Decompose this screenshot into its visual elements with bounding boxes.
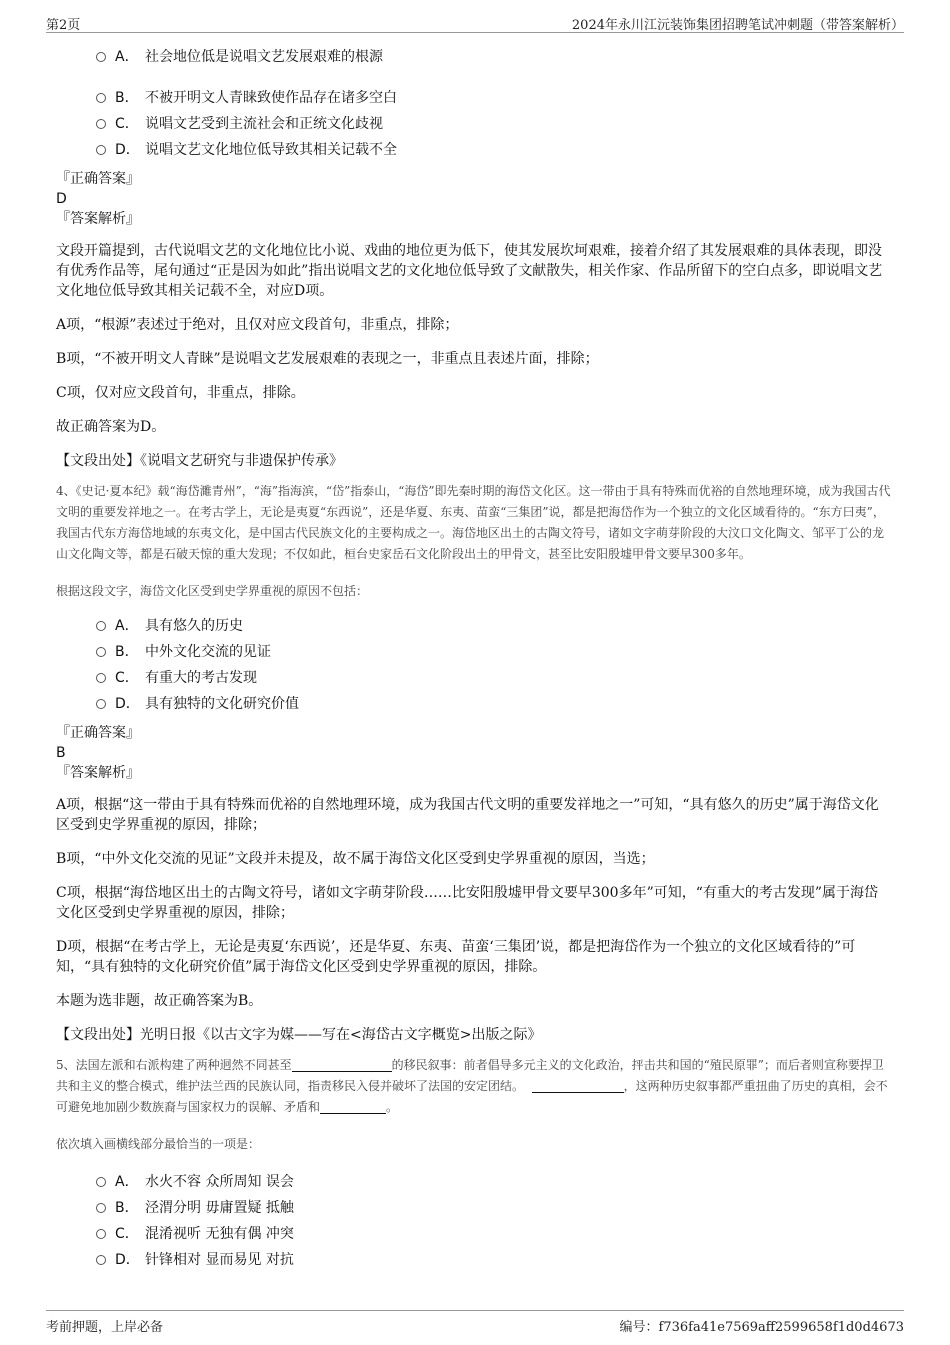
radio-icon[interactable] (96, 145, 106, 155)
document-title: 2024年永川江沅装饰集团招聘笔试冲刺题（带答案解析） (571, 18, 904, 33)
q3-analysis-a: A项，“根源”表述过于绝对，且仅对应文段首句，非重点，排除； (56, 317, 459, 333)
fill-blank-3 (320, 1099, 386, 1114)
q4-question: 根据这段文字，海岱文化区受到史学界重视的原因不包括： (56, 584, 369, 598)
q5-question: 依次填入画横线部分最恰当的一项是： (56, 1137, 261, 1151)
q3-option-c[interactable]: C． 说唱文艺受到主流社会和正统文化歧视 (96, 111, 892, 137)
radio-icon[interactable] (96, 93, 106, 103)
radio-icon[interactable] (96, 699, 106, 709)
q4-analysis-b: B项，“中外文化交流的见证”文段并未提及，故不属于海岱文化区受到史学界重视的原因，当选； (56, 851, 655, 867)
radio-icon[interactable] (96, 119, 106, 129)
q3-analysis-conclusion: 故正确答案为D。 (56, 419, 166, 435)
radio-icon[interactable] (96, 52, 106, 62)
q3-option-b[interactable]: B． 不被开明文人青睐致使作品存在诸多空白 (96, 85, 892, 111)
page-header (46, 10, 904, 33)
q3-analysis-main: 文段开篇提到，古代说唱文艺的文化地位比小说、戏曲的地位更为低下，使其发展坎坷艰难，接着介绍了其发展艰难的具体表现，即没有优秀作品等，尾句通过“正是因为如此”指出说唱文艺的文化地位低导致了文献散失，相关作家、作品所留下的空白点多，即说唱文艺文化地位低导致其相关记载不全，对应D项。 (56, 243, 883, 299)
q4-options (56, 613, 892, 717)
fill-blank-2 (532, 1078, 624, 1093)
q4-option-b[interactable]: B． 中外文化交流的见证 (96, 639, 892, 665)
q3-option-a-list (56, 44, 892, 70)
q4-option-d[interactable]: D． 具有独特的文化研究价值 (96, 691, 892, 717)
q4-analysis-a: A项，根据“这一带由于具有特殊而优裕的自然地理环境，成为我国古代文明的重要发祥地之一”可知，“具有悠久的历史”属于海岱文化区受到史学界重视的原因，排除； (56, 797, 879, 833)
q5-option-d[interactable]: D． 针锋相对 显而易见 对抗 (96, 1247, 892, 1273)
q5-option-a[interactable]: A． 水火不容 众所周知 误会 (96, 1169, 892, 1195)
q5-options (56, 1169, 892, 1273)
q3-analysis-label: 『答案解析』 (56, 211, 140, 227)
q4-answer: B (56, 745, 66, 761)
q3-source: 【文段出处】《说唱文艺研究与非遗保护传承》 (56, 453, 343, 469)
q3-option-a[interactable]: A． 社会地位低是说唱文艺发展艰难的根源 (96, 44, 892, 70)
q4-option-a[interactable]: A． 具有悠久的历史 (96, 613, 892, 639)
page-number: 第2页 (46, 18, 81, 33)
q3-option-d[interactable]: D． 说唱文艺文化地位低导致其相关记载不全 (96, 137, 892, 163)
q3-analysis-b: B项，“不被开明文人青睐”是说唱文艺发展艰难的表现之一，非重点且表述片面，排除； (56, 351, 599, 367)
q4-source: 【文段出处】光明日报《以古文字为媒——写在<海岱古文字概览>出版之际》 (56, 1027, 542, 1043)
radio-icon[interactable] (96, 1203, 106, 1213)
q4-analysis-conclusion: 本题为选非题，故正确答案为B。 (56, 993, 263, 1009)
radio-icon[interactable] (96, 621, 106, 631)
radio-icon[interactable] (96, 1229, 106, 1239)
fill-blank-1 (292, 1057, 392, 1072)
radio-icon[interactable] (96, 1255, 106, 1265)
q3-answer: D (56, 191, 67, 207)
page-content (56, 44, 892, 1273)
footer-slogan: 考前押题，上岸必备 (46, 1320, 164, 1335)
q3-answer-label: 『正确答案』 (56, 171, 140, 187)
q5-option-b[interactable]: B． 泾渭分明 毋庸置疑 抵触 (96, 1195, 892, 1221)
q4-option-c[interactable]: C． 有重大的考古发现 (96, 665, 892, 691)
q4-analysis-d: D项，根据“在考古学上，无论是夷夏‘东西说’，还是华夏、东夷、苗蛮‘三集团’说，都是把海岱作为一个独立的文化区域看待的”可知，“具有独特的文化研究价值”属于海岱文化区受到史学界重视的原因，排除。 (56, 939, 856, 975)
q3-analysis-c: C项，仅对应文段首句，非重点，排除。 (56, 385, 305, 401)
q4-answer-label: 『正确答案』 (56, 725, 140, 741)
q5-option-c[interactable]: C． 混淆视听 无独有偶 冲突 (96, 1221, 892, 1247)
radio-icon[interactable] (96, 1177, 106, 1187)
page-footer (46, 1310, 904, 1337)
radio-icon[interactable] (96, 673, 106, 683)
document-id: 编号：f736fa41e7569aff2599658f1d0d4673 (619, 1320, 904, 1335)
q4-stem: 4、《史记·夏本纪》载“海岱濉青州”，“海”指海滨，“岱”指泰山，“海岱”即先秦时期的海岱文化区。这一带由于具有特殊而优裕的自然地理环境，成为我国古代文明的重要发祥地之一。在考古学上，无论是夷夏“东西说”，还是华夏、东夷、苗蛮“三集团”说，都是把海岱作为一个独立的文化区域看待的。“东方曰夷”，我国古代东方海岱地域的东夷文化，是中国古代民族文化的主要构成之一。海岱地区出土的古陶文符号，诸如文字萌芽阶段的大汶口文化陶文、邹平丁公的龙山文化陶文等，都是石破天惊的重大发现；不仅如此，桓台史家岳石文化阶段出土的甲骨文，甚至比安阳殷墟甲骨文要早300多年。 (56, 484, 891, 561)
q4-analysis-c: C项，根据“海岱地区出土的古陶文符号，诸如文字萌芽阶段……比安阳殷墟甲骨文要早300多年”可知，“有重大的考古发现”属于海岱文化区受到史学界重视的原因，排除； (56, 885, 879, 921)
q4-analysis-label: 『答案解析』 (56, 765, 140, 781)
radio-icon[interactable] (96, 647, 106, 657)
q3-options (56, 85, 892, 163)
q5-stem: 5、法国左派和右派构建了两种迥然不同甚至 的移民叙事：前者倡导多元主义的文化政治，抨击共和国的“殖民原罪”；而后者则宣称要捍卫共和主义的整合模式，维护法兰西的民族认同，指责移民入侵并破坏了法国的安定团结。 ，这两种历史叙事都严重扭曲了历史的真相，会不可避免地加剧少数族裔与国家权力的误解、矛盾和 。 (56, 1058, 888, 1114)
